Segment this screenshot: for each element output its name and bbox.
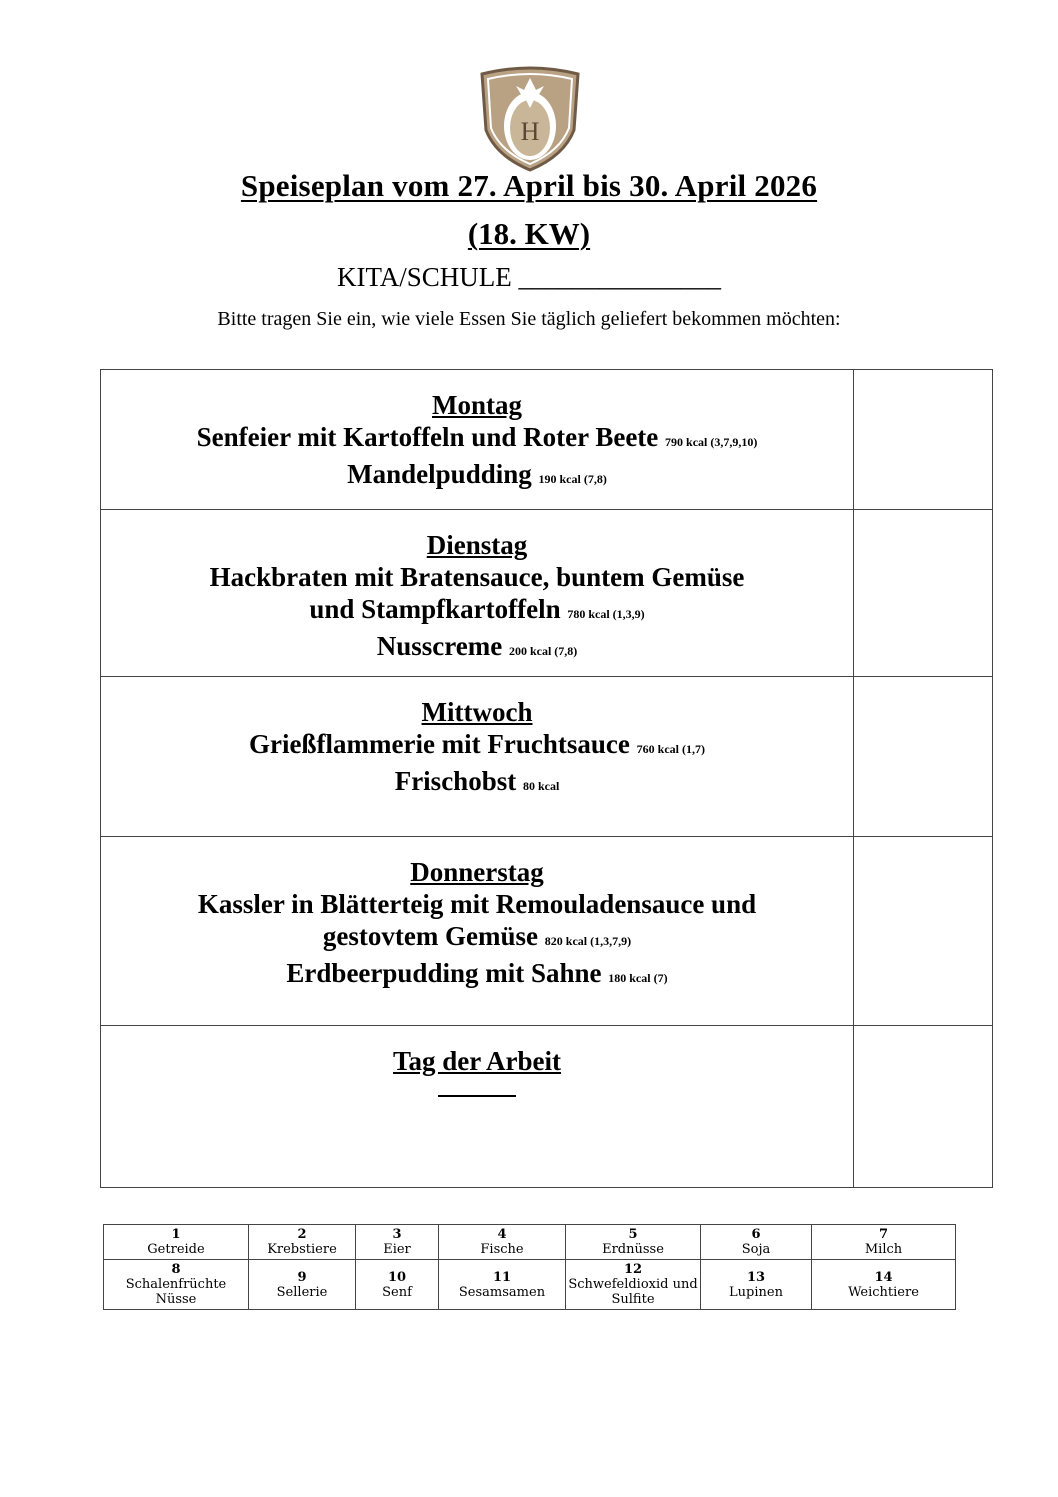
meal-count-input[interactable]: [854, 370, 993, 510]
page-title: Speiseplan vom 27. April bis 30. April 2026: [240, 168, 818, 203]
meal-count-input[interactable]: [854, 1026, 993, 1188]
dish-kcal-allergens: 200 kcal (7,8): [508, 644, 578, 658]
blank-line: [438, 1077, 516, 1097]
allergen-number: 3: [392, 1227, 402, 1242]
allergen-cell: [104, 1260, 249, 1310]
day-cell: [101, 677, 854, 837]
allergen-cell: [566, 1225, 701, 1260]
allergen-number: 2: [297, 1227, 307, 1242]
dish-name: Grießflammerie mit Fruchtsauce: [249, 729, 630, 759]
dish-kcal-allergens: 780 kcal (1,3,9): [567, 607, 645, 621]
meal-count-input[interactable]: [854, 837, 993, 1026]
dish-name: Kassler in Blätterteig mit Remouladensauce und: [197, 889, 757, 919]
allergen-label: Sesamsamen: [458, 1284, 546, 1300]
allergen-cell: [701, 1225, 812, 1260]
allergen-number: 14: [874, 1269, 893, 1285]
meal-count-input[interactable]: [854, 510, 993, 677]
allergen-label: Getreide: [147, 1242, 205, 1257]
dish-name: Mandelpudding: [347, 459, 532, 489]
dish-kcal-allergens: 190 kcal (7,8): [538, 472, 607, 486]
instructions-text: Bitte tragen Sie ein, wie viele Essen Sie täglich geliefert bekommen möchten:: [217, 308, 841, 330]
allergen-row: [104, 1225, 956, 1260]
dish-line: [101, 888, 853, 920]
allergen-cell: [356, 1260, 439, 1310]
allergen-label: Erdnüsse: [602, 1242, 664, 1257]
allergen-label: Lupinen: [729, 1284, 783, 1300]
allergen-legend-table: [103, 1224, 956, 1310]
allergen-label: Soja: [741, 1242, 771, 1257]
allergen-number: 4: [497, 1227, 507, 1242]
allergen-label: Weichtiere: [848, 1284, 919, 1300]
dish-name: Hackbraten mit Bratensauce, buntem Gemüse: [209, 562, 745, 592]
day-name: Mittwoch: [421, 697, 533, 727]
allergen-label: Eier: [383, 1242, 411, 1257]
dish-name: und Stampfkartoffeln: [309, 594, 561, 624]
dish-name: Erdbeerpudding mit Sahne: [286, 958, 602, 988]
dish-name: Senfeier mit Kartoffeln und Roter Beete: [196, 422, 659, 452]
dish-kcal-allergens: 80 kcal: [522, 779, 560, 793]
dish-kcal-allergens: 820 kcal (1,3,7,9): [544, 934, 632, 948]
allergen-number: 1: [171, 1227, 181, 1242]
allergen-cell: [701, 1260, 812, 1310]
logo-letter: H: [520, 117, 540, 146]
allergen-cell: [566, 1260, 701, 1310]
day-name: Tag der Arbeit: [392, 1046, 561, 1076]
allergen-label: Sellerie: [276, 1284, 328, 1300]
dish-line: [101, 728, 853, 765]
dish-line: [101, 561, 853, 593]
allergen-cell: [249, 1225, 356, 1260]
dish-line: [101, 458, 853, 495]
day-row-mittwoch: [101, 677, 993, 837]
day-row-donnerstag: [101, 837, 993, 1026]
allergen-number: 7: [878, 1227, 889, 1242]
dish-kcal-allergens: 180 kcal (7): [608, 971, 668, 985]
meal-count-input[interactable]: [854, 677, 993, 837]
day-name: Donnerstag: [410, 857, 544, 887]
day-cell: [101, 370, 854, 510]
allergen-row: [104, 1260, 956, 1310]
day-row-dienstag: [101, 510, 993, 677]
no-meal-line: [101, 1077, 853, 1102]
allergen-number: 6: [751, 1227, 761, 1242]
allergen-cell: [812, 1260, 956, 1310]
kita-school-field[interactable]: KITA/SCHULE _______________: [336, 262, 722, 292]
dish-kcal-allergens: 760 kcal (1,7): [636, 742, 705, 756]
day-row-montag: [101, 370, 993, 510]
allergen-label: Senf: [382, 1284, 412, 1300]
allergen-cell: [356, 1225, 439, 1260]
dish-line: [101, 765, 853, 802]
allergen-number: 12: [623, 1262, 643, 1277]
allergen-label: Milch: [864, 1242, 903, 1257]
menu-table: [100, 369, 993, 1188]
allergen-number: 8: [171, 1262, 181, 1277]
allergen-cell: [439, 1225, 566, 1260]
dish-kcal-allergens: 790 kcal (3,7,9,10): [665, 435, 758, 449]
calendar-week: (18. KW): [467, 216, 591, 251]
allergen-number: 13: [746, 1269, 766, 1285]
day-name: Dienstag: [426, 530, 528, 560]
allergen-number: 11: [492, 1269, 512, 1285]
allergen-cell: [812, 1225, 956, 1260]
day-row-holiday: [101, 1026, 993, 1188]
allergen-cell: [439, 1260, 566, 1310]
allergen-number: 5: [628, 1227, 638, 1242]
allergen-cell: [249, 1260, 356, 1310]
dish-line: [101, 421, 853, 458]
dish-line: [101, 630, 853, 667]
allergen-label: Schwefeldioxid und Sulfite: [568, 1277, 698, 1307]
dish-line: [101, 920, 853, 957]
dish-line: [101, 957, 853, 994]
allergen-cell: [104, 1225, 249, 1260]
allergen-label: Krebstiere: [267, 1242, 337, 1257]
allergen-number: 10: [387, 1269, 407, 1285]
day-name: Montag: [432, 390, 522, 420]
allergen-number: 9: [297, 1269, 307, 1285]
dish-name: gestovtem Gemüse: [322, 921, 539, 951]
day-cell: [101, 837, 854, 1026]
dish-name: Nusscreme: [376, 631, 503, 661]
day-cell: [101, 1026, 854, 1188]
day-cell: [101, 510, 854, 677]
dish-line: [101, 593, 853, 630]
dish-name: Frischobst: [394, 766, 517, 796]
allergen-label: Schalenfrüchte Nüsse: [125, 1277, 227, 1307]
allergen-label: Fische: [480, 1242, 524, 1257]
company-logo-crest-icon: [474, 60, 586, 172]
